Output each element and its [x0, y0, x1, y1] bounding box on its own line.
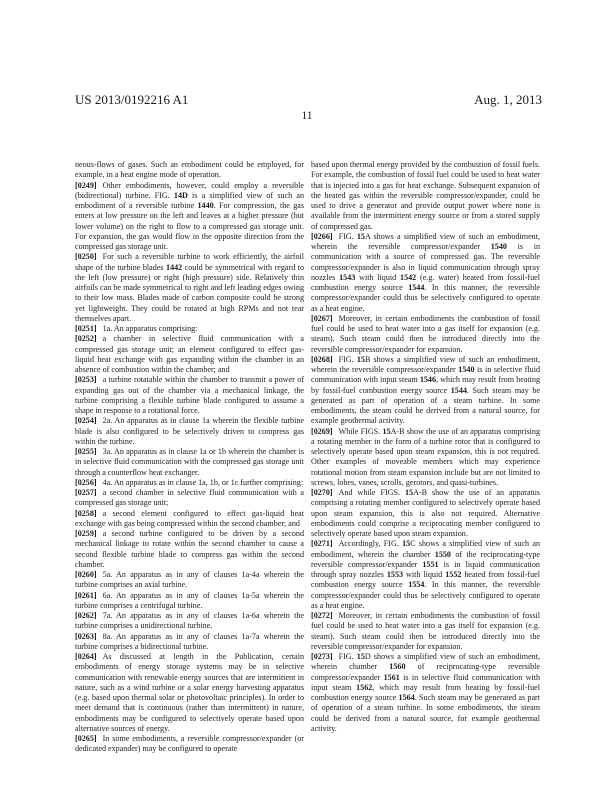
paragraph [311, 539, 540, 611]
reference-numeral: 1540 [490, 242, 507, 251]
left-column [75, 160, 304, 755]
reference-numeral: 1554 [408, 580, 425, 590]
paragraph [75, 509, 304, 530]
reference-numeral: 1562 [356, 682, 373, 692]
paragraph-text: FIG. [338, 231, 357, 241]
reference-numeral: 1546 [419, 375, 437, 385]
paragraph [75, 252, 304, 324]
paragraph [75, 652, 304, 734]
paragraph [311, 488, 540, 539]
paragraph [75, 324, 304, 334]
paragraph [311, 314, 540, 355]
reference-numeral: 1540 [458, 365, 475, 374]
paragraph-text: heated from fossil-fuel combustion energy source [311, 570, 540, 590]
paragraph [75, 611, 304, 632]
right-column [311, 160, 540, 734]
paragraph-number: [0265] [75, 734, 97, 743]
paragraph [75, 529, 304, 570]
paragraph-text: 8a. An apparatus as in any of clauses 1a-7a wherein the turbine comprises a bidirectional turbine. [75, 631, 304, 651]
paragraph-text: 3a. An apparatus as in clause 1a or 1b wherein the chamber is in selective fluid communication with the compressed gas storage unit through a counterflow heat exchanger. [75, 447, 304, 477]
paragraph-number: [0261] [75, 590, 97, 600]
paragraph-number: [0270] [311, 488, 333, 497]
paragraph [75, 181, 304, 253]
reference-numeral: 1543 [339, 272, 356, 282]
paragraph-text: a turbine rotatable within the chamber to transmit a power of expanding gas out of the chamber via a mechanical linkage, the turbine comprising a flexible turbine blade configured to assume a shape in response to a rotational force. [75, 375, 304, 415]
paragraph [75, 591, 304, 612]
paragraph-text: a second turbine configured to be driven by a second mechanical linkage to rotate within the second chamber to cause a second flexible turbine blade to compress gas within the second chamber. [75, 529, 304, 569]
paragraph-text: As discussed at length in the Publication, certain embodiments of energy storage systems may be in selective communication with renewable energy sources that are intermittent in nature, such as a wind turbine or a solar energy harvesting apparatus (e.g. based upon thermal solar or photovoltaic principles). In order to meet demand that is continuous (rather than intermittent) in nature, embodiments may be configured to selectively operate based upon alternative sources of energy. [75, 652, 304, 733]
paragraph-text: D shows a simplified view of such an embodiment, wherein chamber [311, 652, 540, 672]
reference-numeral: 14D [173, 190, 188, 200]
paragraph-text: , which may result from heating by fossil-fuel combustion energy source [311, 682, 540, 702]
paragraph-text: , which may result from heating by fossil-fuel combustion energy source [311, 375, 540, 395]
paragraph-text: of the reciprocating-type reversible compressor/expander [311, 549, 540, 569]
reference-numeral: 1551 [422, 559, 439, 569]
paragraph-number: [0249] [75, 180, 97, 190]
reference-numeral: 1550 [434, 549, 451, 559]
paragraph-text: with liquid [403, 570, 446, 579]
paragraph [311, 160, 540, 232]
paragraph-text: a second chamber in selective fluid communication with a compressed gas storage unit; [75, 488, 304, 508]
paragraph-number: [0257] [75, 488, 97, 497]
paragraph-text: Moreover, in certain embodiments the combustion of fossil fuel could be used to heat water into a gas itself for expansion (e.g. steam). Such steam could then be introduced directly into the reversible compressor/expander for expansion. [311, 611, 540, 651]
paragraph-text: . In this manner, the reversible compressor/expander could thus be selectively configured to operate as a heat engine. [311, 283, 540, 313]
paragraph-text: 6a. An apparatus as in any of clauses 1a-5a wherein the turbine comprises a centrifugal turbine. [75, 590, 304, 610]
paragraph-text: neous-flows of gases. Such an embodiment could be employed, for example, in a heat engine mode of operation. [75, 160, 304, 180]
paragraph-text: . Such steam may be generated as part of operation of a steam turbine. In some embodiments, the steam could be derived from a natural source, for example geothermal activity. [311, 693, 540, 733]
paragraph-text: . Such steam may be generated as part of operation of a steam turbine. In some embodiments, the steam could be derived from a natural source, for example geothermal activity. [311, 385, 540, 426]
paragraph-text: C shows a simplified view of such an embodiment, wherein the chamber [311, 539, 540, 559]
reference-numeral: 1552 [445, 570, 462, 579]
paragraph-text: B shows a simplified view of such an embodiment, wherein the reversible compressor/expander [311, 354, 540, 374]
publication-number: US 2013/0192216 A1 [75, 92, 189, 107]
paragraph-number: [0273] [311, 652, 333, 661]
paragraph-text: A-B show the use of an apparatus comprising a rotating member configured to selectively operate based upon steam expansion, this is also not required. Alternative embodiments could comprise a reciprocating member configured to selectively operate based upon steam expansion. [311, 488, 540, 538]
paragraph [311, 427, 540, 489]
paragraph-number: [0253] [75, 375, 97, 385]
paragraph [75, 334, 304, 375]
paragraph-text: Moreover, in certain embodiments the combustion of fossil fuel could be used to heat water into a gas itself for expansion (e.g. steam). Such steam could then be introduced directly into the reversible compressor/expander for expansion. [311, 313, 540, 354]
paragraph-number: [0269] [311, 426, 333, 436]
paragraph-text: . In this manner, the reversible compressor/expander could thus be selectively configured to operate as a heat engine. [311, 580, 540, 610]
paragraph-text: of reciprocating-type reversible compressor/expander [311, 662, 540, 682]
paragraph-number: [0262] [75, 611, 97, 620]
paragraph-text: FIG. [338, 652, 357, 661]
paragraph-number: [0268] [311, 354, 333, 364]
paragraph-text: A-B show the use of an apparatus comprising a rotating member in the form of a turbine rotor that is configured to selectively operate based upon steam expansion, this is not required. Other examples of moveable members which may experience rotational motion from steam expansion include but are not limited to screws, lobes, vanes, scrolls, gerotors, and quasi-turbines. [311, 426, 540, 487]
paragraph-text: a chamber in selective fluid communication with a compressed gas storage unit; an element configured to effect gas-liquid heat exchange with gas expanding within the chamber in an absence of combustion within the chamber; and [75, 334, 304, 374]
paragraph-text: While FIGS. [338, 426, 383, 436]
reference-numeral: 15 [382, 426, 391, 436]
paragraph-number: [0272] [311, 611, 333, 620]
paragraph-number: [0260] [75, 570, 97, 579]
paragraph [75, 632, 304, 653]
paragraph-text: with liquid [355, 272, 401, 282]
paragraph-text: And while FIGS. [338, 488, 405, 497]
paragraph-text: FIG. [338, 354, 357, 364]
reference-numeral: 15 [404, 488, 414, 497]
paragraph-text: Other embodiments, however, could employ a reversible (bidirectional) turbine. FIG. [75, 180, 304, 200]
paragraph-text: is a simplified view of such an embodiment of a reversible turbine [75, 190, 304, 210]
reference-numeral: 1561 [383, 672, 400, 682]
paragraph-text: For such a reversible turbine to work efficiently, the airfoil shape of the turbine blades [75, 252, 304, 272]
paragraph [75, 160, 304, 181]
paragraph [75, 570, 304, 591]
reference-numeral: 15 [402, 539, 411, 549]
paragraph-text: . For compression, the gas enters at low pressure on the left and leaves at a higher pressure (but lower volume) on the right to flow to a compressed gas storage unit. For expansion, the gas would flow in the opposite direction from the compressed gas storage unit. [75, 201, 304, 251]
paragraph [75, 447, 304, 478]
paragraph-number: [0254] [75, 416, 97, 426]
paragraph-text: could be symmetrical with regard to the left (low pressure) or right (high pressure) side. Relatively thin airfoils can be made symmetrical to right and left leading edges owing to their low mass. Blades made of carbon composite could be strong yet lightweight. They could be rotated at high RPMs and not tear themselves apart. [75, 262, 305, 323]
paragraph-text: is in selective fluid communication with input steam [311, 365, 540, 385]
paragraph-number: [0251] [75, 324, 97, 333]
paragraph-text: 5a. An apparatus as in any of clauses 1a-4a wherein the turbine comprises an axial turbine. [75, 570, 304, 590]
paragraph [311, 652, 540, 734]
paragraph-number: [0250] [75, 252, 97, 262]
paragraph [311, 611, 540, 652]
paragraph-text: a second element configured to effect gas-liquid heat exchange with gas being compressed within the second chamber; and [75, 508, 304, 528]
paragraph-text: is in communication with a source of compressed gas. The reversible compressor/expander is also in liquid communication through spray nozzles [311, 242, 540, 282]
paragraph-number: [0255] [75, 447, 97, 456]
paragraph [75, 734, 304, 755]
paragraph-text: 7a. An apparatus as in any of clauses 1a-6a wherein the turbine comprises a unidirectional turbine. [75, 611, 304, 631]
reference-numeral: 15 [356, 354, 365, 364]
paragraph-text: 2a. An apparatus as in clause 1a wherein the flexible turbine blade is also configured to be selectively driven to compress gas within the turbine. [75, 416, 304, 446]
paragraph-number: [0271] [311, 539, 333, 549]
publication-date: Aug. 1, 2013 [474, 92, 542, 107]
paragraph-number: [0256] [75, 477, 97, 487]
page-number: 11 [301, 110, 313, 122]
paragraph-text: In some embodiments, a reversible compressor/expander (or dedicated expander) may be configured to operate [75, 734, 304, 754]
paragraph-number: [0258] [75, 508, 97, 518]
reference-numeral: 15 [356, 652, 365, 661]
paragraph [311, 232, 540, 314]
reference-numeral: 1544 [408, 283, 425, 292]
reference-numeral: 1440 [197, 201, 214, 210]
paragraph-text: A shows a simplified view of such an embodiment, wherein the reversible compressor/expander [311, 231, 540, 251]
paragraph [75, 416, 304, 447]
paragraph-number: [0263] [75, 631, 97, 641]
reference-numeral: 1560 [389, 662, 406, 672]
paragraph-text: 4a. An apparatus as in clause 1a, 1b, or 1c further comprising: [102, 477, 304, 487]
paragraph [75, 375, 304, 416]
paragraph-text: is in selective fluid communication with input steam [311, 672, 541, 692]
paragraph [75, 478, 304, 488]
reference-numeral: 1542 [400, 272, 417, 282]
reference-numeral: 1442 [166, 262, 183, 272]
paragraph-text: based upon thermal energy provided by the combustion of fossil fuels. For example, the combustion of fossil fuel could be used to heat water that is injected into a gas for heat exchange. Subsequent expansion of the heated gas within the reversible compressor/expander, could be used to drive a generator and provide output power where none is available from the intermittent energy source or from a stored supply of compressed gas. [311, 160, 540, 231]
reference-numeral: 1553 [386, 570, 404, 579]
reference-numeral: 15 [356, 231, 365, 241]
paragraph-text: Accordingly, FIG. [338, 539, 403, 549]
paragraph-number: [0259] [75, 529, 97, 538]
paragraph-text: (e.g. water) heated from fossil-fuel combustion energy source [311, 272, 540, 292]
paragraph-text: 1a. An apparatus comprising: [102, 324, 198, 333]
paragraph-number: [0266] [311, 231, 333, 241]
reference-numeral: 1544 [450, 385, 467, 395]
paragraph [75, 488, 304, 509]
paragraph-number: [0264] [75, 652, 97, 661]
paragraph-text: is in liquid communication through spray nozzles [311, 559, 540, 579]
paragraph-number: [0267] [311, 313, 333, 323]
reference-numeral: 1564 [398, 693, 415, 702]
paragraph [311, 355, 540, 427]
paragraph-number: [0252] [75, 334, 97, 344]
